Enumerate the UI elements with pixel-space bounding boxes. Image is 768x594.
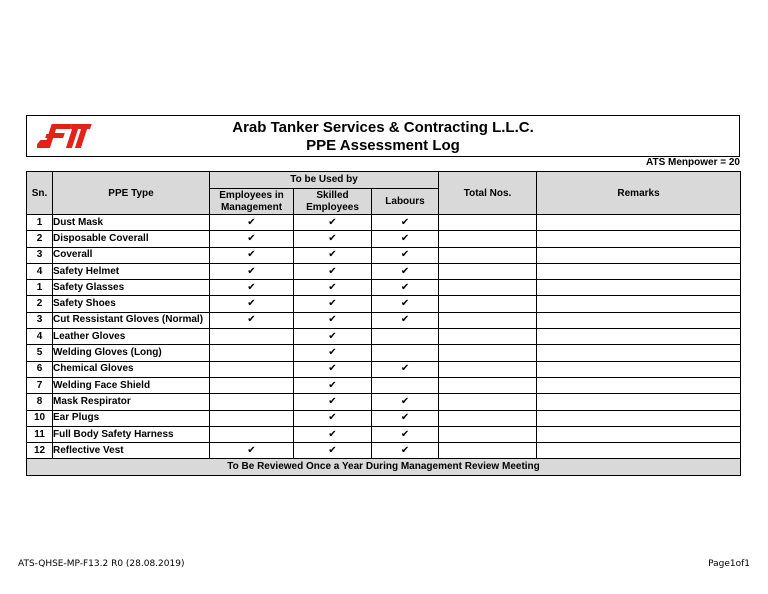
row-mgmt-cell (210, 377, 294, 393)
check-icon: ✔ (400, 298, 410, 310)
check-icon: ✔ (247, 281, 256, 293)
document-title: PPE Assessment Log (306, 137, 460, 154)
table-row (27, 394, 741, 410)
row-ppe-type: Reflective Vest (53, 443, 210, 459)
check-icon: ✔ (328, 232, 337, 244)
row-total-cell (439, 394, 537, 410)
row-ppe-type: Welding Face Shield (53, 377, 210, 393)
row-total-cell (439, 296, 537, 312)
row-labours-cell (372, 361, 439, 377)
row-ppe-type: Welding Gloves (Long) (53, 345, 210, 361)
row-total-cell (439, 345, 537, 361)
row-remarks-cell (537, 377, 741, 393)
table-row (27, 443, 741, 459)
row-remarks-cell (537, 329, 741, 345)
row-mgmt-cell (210, 312, 294, 328)
row-remarks-cell (537, 426, 741, 442)
check-icon: ✔ (328, 265, 337, 277)
ppe-assessment-table (26, 171, 741, 476)
table-row (27, 312, 741, 328)
table-row (27, 247, 741, 263)
row-labours-cell (372, 231, 439, 247)
check-icon: ✔ (400, 363, 410, 375)
check-icon: ✔ (400, 216, 410, 228)
row-sn: 4 (27, 329, 53, 345)
col-header-ppe-type: PPE Type (53, 172, 210, 215)
row-skilled-cell (294, 231, 372, 247)
row-labours-cell (372, 280, 439, 296)
row-remarks-cell (537, 361, 741, 377)
table-row (27, 377, 741, 393)
row-total-cell (439, 443, 537, 459)
row-labours-cell (372, 410, 439, 426)
row-remarks-cell (537, 410, 741, 426)
row-total-cell (439, 247, 537, 263)
check-icon: ✔ (400, 281, 410, 293)
check-icon: ✔ (328, 298, 337, 310)
row-ppe-type: Cut Ressistant Gloves (Normal) (53, 312, 210, 328)
table-row (27, 410, 741, 426)
check-icon: ✔ (328, 444, 337, 456)
row-mgmt-cell (210, 231, 294, 247)
check-icon: ✔ (247, 444, 256, 456)
col-header-management: Employees in Management (210, 189, 294, 215)
row-remarks-cell (537, 312, 741, 328)
row-sn: 2 (27, 296, 53, 312)
row-ppe-type: Safety Helmet (53, 263, 210, 279)
row-skilled-cell (294, 394, 372, 410)
row-total-cell (439, 280, 537, 296)
col-header-total: Total Nos. (439, 172, 537, 215)
row-labours-cell (372, 426, 439, 442)
check-icon: ✔ (328, 281, 337, 293)
row-mgmt-cell (210, 361, 294, 377)
row-ppe-type: Full Body Safety Harness (53, 426, 210, 442)
col-header-sn: Sn. (27, 172, 53, 215)
page-number: Page1of1 (708, 559, 750, 569)
row-ppe-type: Chemical Gloves (53, 361, 210, 377)
col-group-to-be-used-by: To be Used by (210, 172, 439, 189)
row-skilled-cell (294, 247, 372, 263)
table-row (27, 231, 741, 247)
row-skilled-cell (294, 410, 372, 426)
row-remarks-cell (537, 263, 741, 279)
row-total-cell (439, 426, 537, 442)
row-remarks-cell (537, 345, 741, 361)
table-row (27, 215, 741, 231)
row-total-cell (439, 231, 537, 247)
check-icon: ✔ (247, 314, 256, 326)
check-icon: ✔ (328, 395, 337, 407)
table-row (27, 361, 741, 377)
row-mgmt-cell (210, 296, 294, 312)
table-row (27, 263, 741, 279)
row-remarks-cell (537, 394, 741, 410)
check-icon: ✔ (328, 314, 337, 326)
row-sn: 11 (27, 426, 53, 442)
row-total-cell (439, 410, 537, 426)
row-ppe-type: Ear Plugs (53, 410, 210, 426)
row-remarks-cell (537, 247, 741, 263)
check-icon: ✔ (247, 216, 256, 228)
check-icon: ✔ (400, 412, 410, 424)
row-remarks-cell (537, 280, 741, 296)
row-labours-cell (372, 329, 439, 345)
row-total-cell (439, 263, 537, 279)
company-name: Arab Tanker Services & Contracting L.L.C. (232, 119, 534, 136)
check-icon: ✔ (328, 249, 337, 261)
row-ppe-type: Coverall (53, 247, 210, 263)
row-labours-cell (372, 394, 439, 410)
check-icon: ✔ (328, 216, 337, 228)
table-row (27, 329, 741, 345)
row-skilled-cell (294, 361, 372, 377)
check-icon: ✔ (247, 298, 256, 310)
row-total-cell (439, 329, 537, 345)
row-sn: 3 (27, 312, 53, 328)
row-remarks-cell (537, 231, 741, 247)
row-sn: 8 (27, 394, 53, 410)
menpower-count: ATS Menpower = 20 (645, 157, 740, 168)
check-icon: ✔ (328, 428, 337, 440)
check-icon: ✔ (400, 444, 410, 456)
row-sn: 5 (27, 345, 53, 361)
row-labours-cell (372, 296, 439, 312)
row-skilled-cell (294, 426, 372, 442)
row-labours-cell (372, 312, 439, 328)
row-labours-cell (372, 215, 439, 231)
check-icon: ✔ (328, 412, 337, 424)
row-mgmt-cell (210, 280, 294, 296)
row-skilled-cell (294, 329, 372, 345)
row-ppe-type: Disposable Coverall (53, 231, 210, 247)
row-skilled-cell (294, 280, 372, 296)
row-total-cell (439, 312, 537, 328)
row-mgmt-cell (210, 329, 294, 345)
check-icon: ✔ (400, 249, 410, 261)
check-icon: ✔ (400, 395, 410, 407)
row-ppe-type: Dust Mask (53, 215, 210, 231)
row-mgmt-cell (210, 410, 294, 426)
table-body (27, 215, 741, 459)
row-sn: 7 (27, 377, 53, 393)
check-icon: ✔ (247, 265, 256, 277)
col-header-labours: Labours (372, 189, 439, 215)
review-note: To Be Reviewed Once a Year During Management Review Meeting (27, 459, 741, 476)
row-ppe-type: Safety Glasses (53, 280, 210, 296)
row-mgmt-cell (210, 426, 294, 442)
row-ppe-type: Safety Shoes (53, 296, 210, 312)
row-sn: 10 (27, 410, 53, 426)
row-total-cell (439, 361, 537, 377)
check-icon: ✔ (328, 347, 337, 359)
row-sn: 1 (27, 280, 53, 296)
row-skilled-cell (294, 263, 372, 279)
check-icon: ✔ (328, 379, 337, 391)
row-skilled-cell (294, 345, 372, 361)
row-sn: 6 (27, 361, 53, 377)
row-mgmt-cell (210, 443, 294, 459)
table-row (27, 426, 741, 442)
check-icon: ✔ (400, 265, 410, 277)
table-row (27, 280, 741, 296)
row-mgmt-cell (210, 394, 294, 410)
document-header (26, 115, 740, 157)
row-labours-cell (372, 345, 439, 361)
check-icon: ✔ (400, 232, 410, 244)
row-mgmt-cell (210, 247, 294, 263)
row-sn: 4 (27, 263, 53, 279)
col-header-skilled: Skilled Employees (294, 189, 372, 215)
row-sn: 2 (27, 231, 53, 247)
row-remarks-cell (537, 443, 741, 459)
row-sn: 1 (27, 215, 53, 231)
table-row (27, 345, 741, 361)
check-icon: ✔ (328, 330, 337, 342)
col-header-remarks: Remarks (537, 172, 741, 215)
row-labours-cell (372, 263, 439, 279)
row-remarks-cell (537, 215, 741, 231)
row-mgmt-cell (210, 263, 294, 279)
row-skilled-cell (294, 312, 372, 328)
row-skilled-cell (294, 296, 372, 312)
row-skilled-cell (294, 215, 372, 231)
row-sn: 3 (27, 247, 53, 263)
row-total-cell (439, 377, 537, 393)
row-mgmt-cell (210, 215, 294, 231)
row-mgmt-cell (210, 345, 294, 361)
row-ppe-type: Mask Respirator (53, 394, 210, 410)
row-labours-cell (372, 247, 439, 263)
row-labours-cell (372, 443, 439, 459)
check-icon: ✔ (400, 428, 410, 440)
row-ppe-type: Leather Gloves (53, 329, 210, 345)
row-sn: 12 (27, 443, 53, 459)
row-skilled-cell (294, 377, 372, 393)
row-remarks-cell (537, 296, 741, 312)
row-skilled-cell (294, 443, 372, 459)
row-labours-cell (372, 377, 439, 393)
check-icon: ✔ (400, 314, 410, 326)
table-row (27, 296, 741, 312)
document-reference: ATS-QHSE-MP-F13.2 R0 (28.08.2019) (18, 559, 185, 569)
check-icon: ✔ (247, 232, 256, 244)
check-icon: ✔ (247, 249, 256, 261)
check-icon: ✔ (328, 363, 337, 375)
row-total-cell (439, 215, 537, 231)
